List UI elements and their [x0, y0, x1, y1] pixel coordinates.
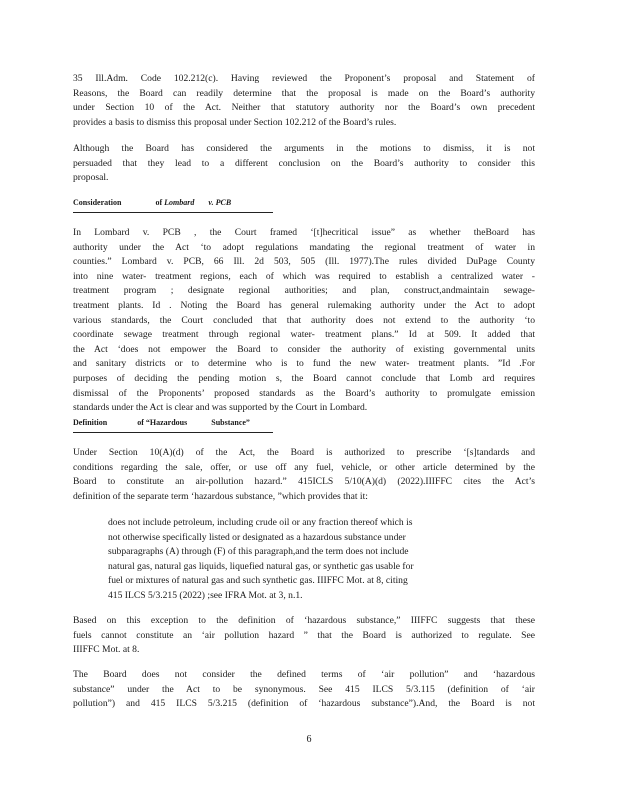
quote-line: fuel or mixtures of natural gas and such synthetic gas. IIIFFC Mot. at 8, citing — [108, 575, 408, 587]
quote-line: not otherwise specifically listed or designated as a hazardous substance under — [108, 531, 406, 543]
paragraph-authority — [73, 72, 535, 130]
text-line: counties.” Lombard v. PCB, 66 Ill. 2d 503, 505 (Ill. 1977).The rules divided DuPage County — [73, 256, 535, 268]
quote-line: 415 ILCS 5/3.215 (2022) ;see IFRA Mot. at 3, n.1. — [108, 589, 303, 601]
block-quote — [108, 516, 498, 604]
paragraph-definitions — [73, 668, 535, 712]
text-line: Under Section 10(A)(d) of the Act, the Board is authorized to prescribe ‘[s]tandards and — [73, 447, 535, 458]
quote-line: does not include petroleum, including crude oil or any fraction thereof which is — [108, 517, 413, 528]
text-line: purposes of deciding the pending motion s, the Board cannot conclude that Lomb ard requires — [73, 372, 535, 384]
text-line: The Board does not consider the defined terms of ‘air pollution” and ‘hazardous — [73, 669, 535, 680]
text-line: dismissal of the Proponents’ proposed standards as the Board’s authority to promulgate emission — [73, 387, 535, 399]
text-line: Based on this exception to the definition of ‘hazardous substance,” IIIFFC suggests that these — [73, 615, 535, 626]
section-heading-lombard — [73, 198, 273, 213]
text-line: definition of the separate term ‘hazardous substance, ”which provides that it: — [73, 490, 368, 502]
text-line: under Section 10 of the Act. Neither that statutory authority nor the Board’s own precedent — [73, 102, 535, 114]
quote-line: subparagraphs (A) through (F) of this paragraph,and the term does not include — [108, 546, 409, 558]
text-line: into nine water- treatment regions, each of which was required to establish a centralized water - — [73, 270, 535, 282]
heading-of: of — [137, 418, 144, 427]
text-line: the Act ‘does not empower the Board to consider the authority of existing governmental units — [73, 343, 535, 355]
page-number: 6 — [306, 734, 312, 745]
paragraph-arguments — [73, 142, 535, 186]
section-heading-hazardous — [73, 418, 273, 433]
paragraph-section-10 — [73, 446, 535, 504]
text-line: treatment plants. Id . Noting the Board has general rulemaking authority under the Act to adopt — [73, 299, 535, 311]
text-line: various standards, the Court concluded that that authority does not extend to the authority ‘to — [73, 314, 535, 326]
text-line: provides a basis to dismiss this proposal under Section 102.212 of the Board’s rules. — [73, 116, 397, 128]
heading-term: “Hazardous — [145, 418, 188, 427]
text-line: 35 Ill.Adm. Code 102.212(c). Having reviewed the Proponent’s proposal and Statement of — [73, 73, 535, 84]
text-line: standards under the Act is clear and was supported by the Court in Lombard. — [73, 402, 368, 414]
text-line: IIIFFC Mot. at 8. — [73, 644, 140, 656]
heading-case-b: PCB — [215, 198, 232, 207]
text-line: substance” under the Act to be synonymous. See 415 ILCS 5/3.115 (definition of ‘air — [73, 683, 535, 695]
text-line: proposal. — [73, 172, 109, 184]
text-line: fuels cannot constitute an ‘air pollution hazard ” that the Board is authorized to regulate. See — [73, 629, 535, 641]
text-line: pollution”) and 415 ILCS 5/3.215 (definition of ‘hazardous substance”).And, the Board is not — [73, 698, 535, 710]
quote-line: natural gas, natural gas liquids, liquefied natural gas, or synthetic gas usable for — [108, 560, 414, 572]
text-line: Reasons, the Board can readily determine that the proposal is made on the Board’s authority — [73, 87, 535, 99]
heading-v: v. — [208, 198, 214, 207]
paragraph-lombard — [73, 226, 535, 416]
text-line: In Lombard v. PCB , the Court framed ‘[t]hecritical issue” as whether theBoard has — [73, 227, 535, 238]
text-line: conditions regarding the sale, offer, or use off any fuel, vehicle, or other article determined by the — [73, 461, 535, 473]
text-line: Board to constitute an air-pollution hazard.” 415ICLS 5/10(A)(d) (2022).IIIFFC cites the Act’s — [73, 476, 535, 488]
text-line: treatment program ; designate regional authorities; and plan, construct,andmaintain sewage- — [73, 285, 535, 297]
text-line: persuaded that they lead to a different conclusion on the Board’s authority to consider this — [73, 157, 535, 169]
heading-of: of — [155, 198, 163, 207]
paragraph-exception — [73, 614, 535, 658]
text-line: Although the Board has considered the arguments in the motions to dismiss, it is not — [73, 143, 535, 154]
text-line: authority under the Act ‘to adopt regulations mandating the regional treatment of water in — [73, 241, 535, 253]
heading-case-a: Lombard — [164, 198, 195, 207]
heading-prefix: Definition — [73, 418, 108, 427]
text-line: and sanitary districts or to determine who is to fund the new water- treatment plants. ”Id .For — [73, 358, 535, 370]
text-line: coordinate sewage treatment through regional water- treatment plans.” Id at 509. It added that — [73, 329, 535, 341]
heading-term-2: Substance” — [211, 418, 250, 427]
heading-prefix: Consideration — [73, 198, 122, 207]
